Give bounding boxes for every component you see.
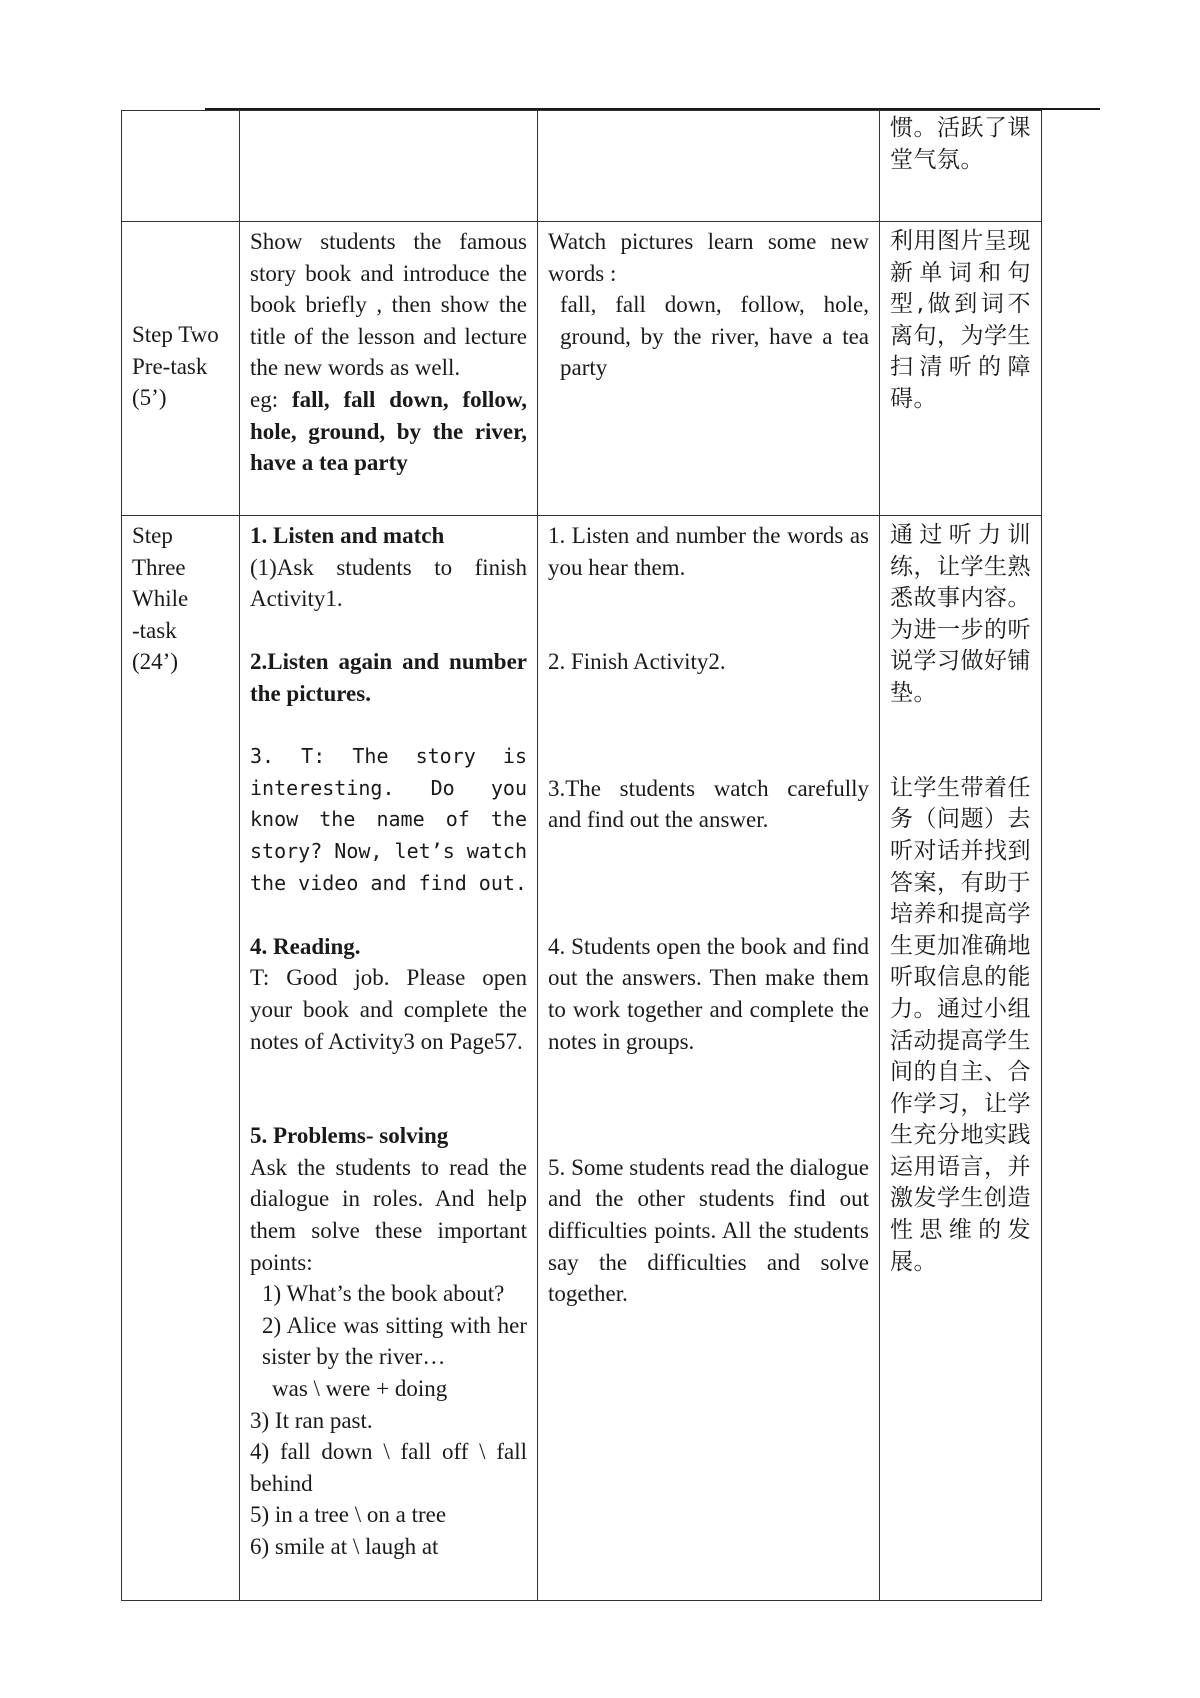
time-label: (5’)	[132, 385, 167, 411]
purpose-cell	[880, 222, 1042, 516]
table-row-continuation	[122, 111, 1042, 222]
task-1-text: (1)Ask students to finish Activity1.	[250, 554, 527, 612]
task-5-title: 5. Problems- solving	[250, 1123, 449, 1149]
task-1-title: 1. Listen and match	[250, 523, 445, 548]
student-step-5: 5. Some students read the dialogue and the other students find out difficulties points. All the students say the difficulties and solve together.	[548, 1154, 869, 1307]
student-step-1: 1. Listen and number the words as you hear them.	[548, 523, 869, 580]
teacher-activity-text: Show students the famous story book and introduce the book briefly , then show the title of the lesson and lecture the new words as well.	[250, 229, 527, 381]
step-cell	[122, 516, 240, 1601]
step-cell	[122, 222, 240, 516]
purpose-text: 利用图片呈现新单词和句型,做到词不离句，为学生扫清听的障碍。	[890, 228, 1031, 412]
purpose-cell	[880, 111, 1042, 222]
purpose-cell	[880, 516, 1042, 1601]
task-4-text: T: Good job. Please open your book and complete the notes of Activity3 on Page57.	[250, 965, 527, 1054]
task-2-title: 2.Listen again and number the pictures.	[250, 649, 527, 706]
stage-label: Pre-task	[132, 353, 208, 379]
purpose-text-1: 通过听力训练，让学生熟悉故事内容。为进一步的听说学习做好铺垫。	[890, 522, 1031, 706]
point-3: 3) It ran past.	[250, 1407, 373, 1433]
step-label: Step Two	[132, 322, 219, 347]
example-words	[250, 384, 527, 479]
point-2: 2) Alice was sitting with her sister by the river…	[262, 1312, 527, 1370]
example-word-list: fall, fall down, follow, hole, ground, by the river, have a tea party	[250, 386, 528, 476]
stage-label: While	[132, 586, 189, 612]
purpose-text-2: 让学生带着任务（问题）去听对话并找到答案，有助于培养和提高学生更加准确地听取信息的能力。通过小组活动提高学生间的自主、合作学习，让学生充分地实践运用语言，并激发学生创造性思维的发展。	[890, 774, 1031, 1275]
task-5-text: Ask the students to read the dialogue in roles. And help them solve these important points:	[250, 1154, 527, 1275]
student-step-3: 3.The students watch carefully and find out the answer.	[548, 775, 869, 833]
step-label: Step	[132, 523, 173, 548]
teacher-activity-cell	[240, 222, 538, 516]
task-4-title: 4. Reading.	[250, 933, 361, 959]
student-activity-text: Watch pictures learn some new words :	[548, 229, 869, 286]
purpose-text: 惯。活跃了课堂气氛。	[890, 115, 1031, 173]
step-label-2: Three	[132, 554, 186, 580]
step-cell	[122, 111, 240, 222]
teacher-activity-cell	[240, 516, 538, 1601]
point-5: 5) in a tree \ on a tree	[250, 1502, 447, 1528]
student-activity-cell	[538, 111, 880, 222]
point-6: 6) smile at \ laugh at	[250, 1534, 439, 1559]
stage-label-2: -task	[132, 617, 177, 643]
table-row-while-task	[122, 516, 1042, 1601]
point-2-pattern: was \ were + doing	[272, 1376, 448, 1402]
lesson-plan-table	[121, 110, 1042, 1601]
student-word-list: fall, fall down, follow, hole, ground, by the river, have a tea party	[560, 292, 869, 381]
example-label: eg:	[250, 386, 279, 412]
table-row-pre-task	[122, 222, 1042, 516]
teacher-activity-cell	[240, 111, 538, 222]
task-3-text: 3. T: The story is interesting. Do you know the name of the story? Now, let’s watch the video and find out.	[250, 744, 527, 895]
student-activity-cell	[538, 516, 880, 1601]
point-1: 1) What’s the book about?	[262, 1281, 505, 1307]
student-activity-cell	[538, 222, 880, 516]
student-step-4: 4. Students open the book and find out the answers. Then make them to work together and complete the notes in groups.	[548, 933, 869, 1054]
student-step-2: 2. Finish Activity2.	[548, 649, 726, 675]
time-label: (24’)	[132, 649, 178, 675]
point-4: 4) fall down \ fall off \ fall behind	[250, 1439, 527, 1496]
